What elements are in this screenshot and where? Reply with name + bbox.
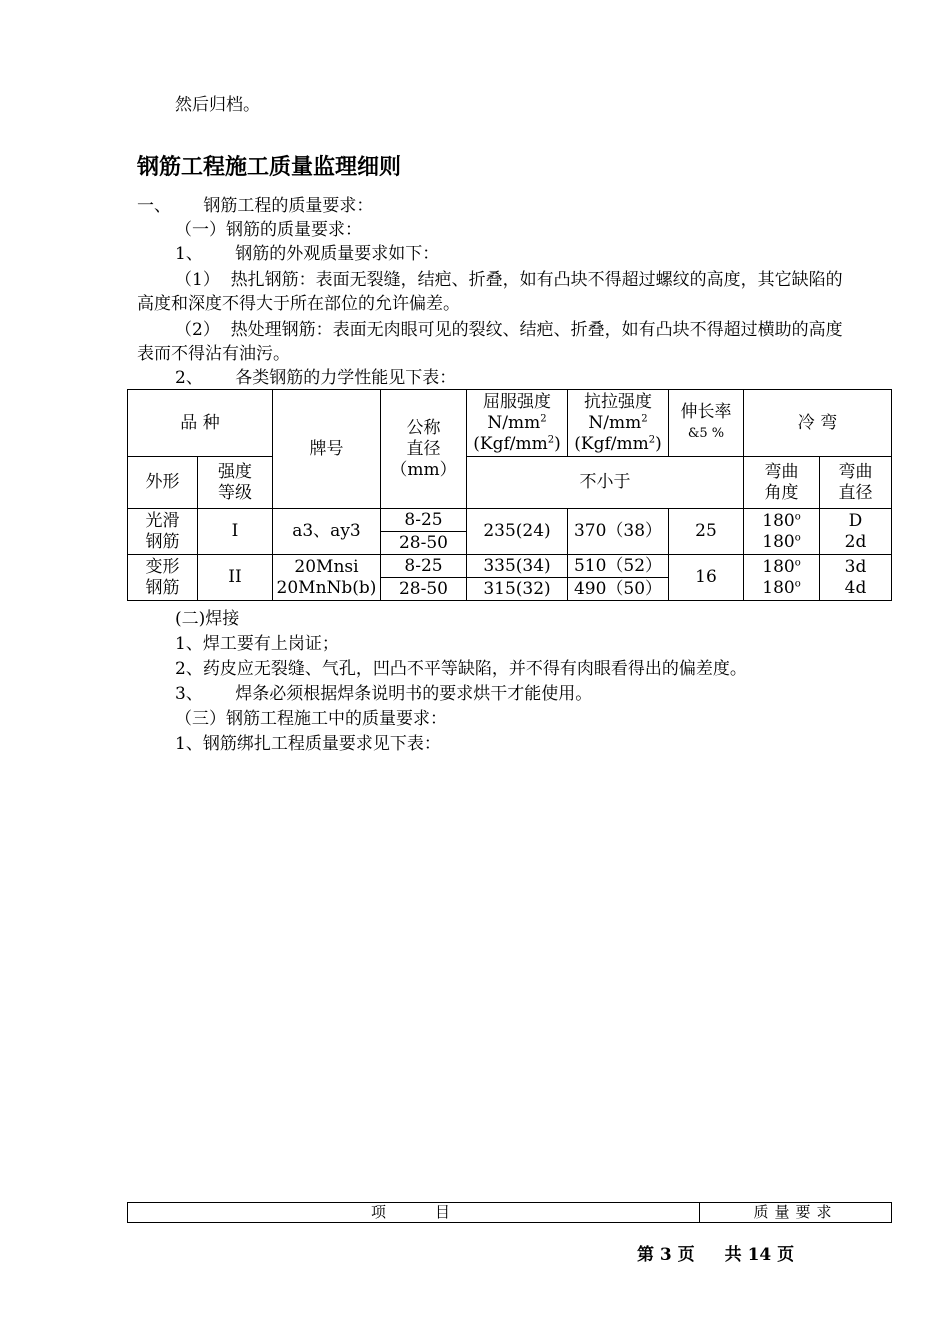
subsection-heading: （一）钢筋的质量要求：: [175, 220, 362, 240]
row-level: II: [198, 555, 273, 601]
header-tensile-line: 抗拉强度: [584, 391, 652, 412]
table-header-row: [128, 390, 892, 457]
row-diameter: 28-50: [381, 532, 467, 555]
row-yield: 315(32): [467, 578, 568, 601]
header-bend-diameter: 弯曲 直径: [820, 457, 892, 509]
row-bend-angle: 180$^o$ 180$^o$: [744, 509, 820, 555]
header-variety: 品 种: [128, 390, 273, 457]
row-bend-diameter: D 2d: [820, 509, 892, 555]
row-diameter: 8-25: [381, 555, 467, 578]
header-tensile-line: $N/mm^2$: [588, 412, 648, 433]
mechanical-properties-table: [127, 389, 892, 601]
row-grade: a3、ay3: [273, 509, 381, 555]
row-grade: 20Mnsi 20MnNb(b): [273, 555, 381, 601]
subsection-heading: (二)焊接: [175, 609, 240, 629]
page-number: 第 3 页: [637, 1245, 695, 1265]
header-quality-requirement: 质量要求: [700, 1203, 892, 1223]
table-subheader-row: [128, 457, 892, 509]
row-yield: 235(24): [467, 509, 568, 555]
paragraph-line: 表而不得沾有油污。: [137, 344, 290, 364]
row-level: I: [198, 509, 273, 555]
binding-quality-table: [127, 1202, 892, 1223]
row-shape: 变形 钢筋: [128, 555, 198, 601]
paragraph-line: 1、 钢筋的外观质量要求如下：: [175, 244, 440, 264]
header-not-less-than: 不小于: [467, 457, 744, 509]
header-tensile-line: $(Kgf/mm^2)$: [574, 433, 662, 454]
paragraph-line: 1、钢筋绑扎工程质量要求见下表：: [175, 734, 441, 754]
table-row: [128, 509, 892, 532]
header-elongation-line: 伸长率: [680, 402, 732, 422]
page-title: 钢筋工程施工质量监理细则: [137, 155, 402, 180]
header-item: 项 目: [128, 1203, 700, 1223]
row-yield: 335(34): [467, 555, 568, 578]
paragraph-line: 2、 各类钢筋的力学性能见下表：: [175, 368, 457, 388]
header-tensile: [568, 390, 669, 457]
header-diameter: [381, 390, 467, 509]
row-diameter: 28-50: [381, 578, 467, 601]
row-shape: 光滑 钢筋: [128, 509, 198, 555]
header-shape: 外形: [128, 457, 198, 509]
paragraph-line: 然后归档。: [175, 95, 260, 115]
header-diameter-line: 直径: [406, 438, 441, 459]
header-yield-line: $N/mm^2$: [487, 412, 547, 433]
row-tensile: 510（52）: [568, 555, 669, 578]
table-row: [128, 555, 892, 578]
header-yield-line: $(Kgf/mm^2)$: [473, 433, 561, 454]
row-diameter: 8-25: [381, 509, 467, 532]
page-footer: [637, 1240, 824, 1265]
header-yield: [467, 390, 568, 457]
row-tensile: 490（50）: [568, 578, 669, 601]
row-tensile: 370（38）: [568, 509, 669, 555]
paragraph-line: 1、焊工要有上岗证；: [175, 634, 339, 654]
row-bend-diameter: 3d 4d: [820, 555, 892, 601]
header-yield-line: 屈服强度: [483, 391, 551, 412]
section-heading: 一、 钢筋工程的质量要求：: [137, 196, 374, 216]
paragraph-line: 2、药皮应无裂缝、气孔，凹凸不平等缺陷，并不得有肉眼看得出的偏差度。: [175, 659, 747, 679]
header-grade: 牌号: [273, 390, 381, 509]
row-elongation: 25: [669, 509, 744, 555]
row-elongation: 16: [669, 555, 744, 601]
paragraph-line: （1） 热扎钢筋：表面无裂缝，结疤、折叠，如有凸块不得超过螺纹的高度，其它缺陷的: [175, 270, 843, 290]
header-bend-angle: 弯曲 角度: [744, 457, 820, 509]
paragraph-line: 3、 焊条必须根据焊条说明书的要求烘干才能使用。: [175, 684, 593, 704]
row-bend-angle: 180$^o$ 180$^o$: [744, 555, 820, 601]
header-diameter-line: 公称: [406, 417, 441, 438]
header-elongation: [669, 390, 744, 457]
header-diameter-line: （mm）: [390, 459, 457, 480]
header-cold-bend: 冷 弯: [744, 390, 892, 457]
table-header-row: [128, 1203, 892, 1223]
paragraph-line: 高度和深度不得大于所在部位的允许偏差。: [137, 294, 460, 314]
header-strength-level: 强度 等级: [198, 457, 273, 509]
subsection-heading: （三）钢筋工程施工中的质量要求：: [175, 709, 447, 729]
paragraph-line: （2） 热处理钢筋：表面无肉眼可见的裂纹、结疤、折叠，如有凸块不得超过横助的高度: [175, 320, 843, 340]
header-elongation-unit: &5 %: [687, 426, 725, 441]
page-total: 共 14 页: [724, 1245, 795, 1265]
